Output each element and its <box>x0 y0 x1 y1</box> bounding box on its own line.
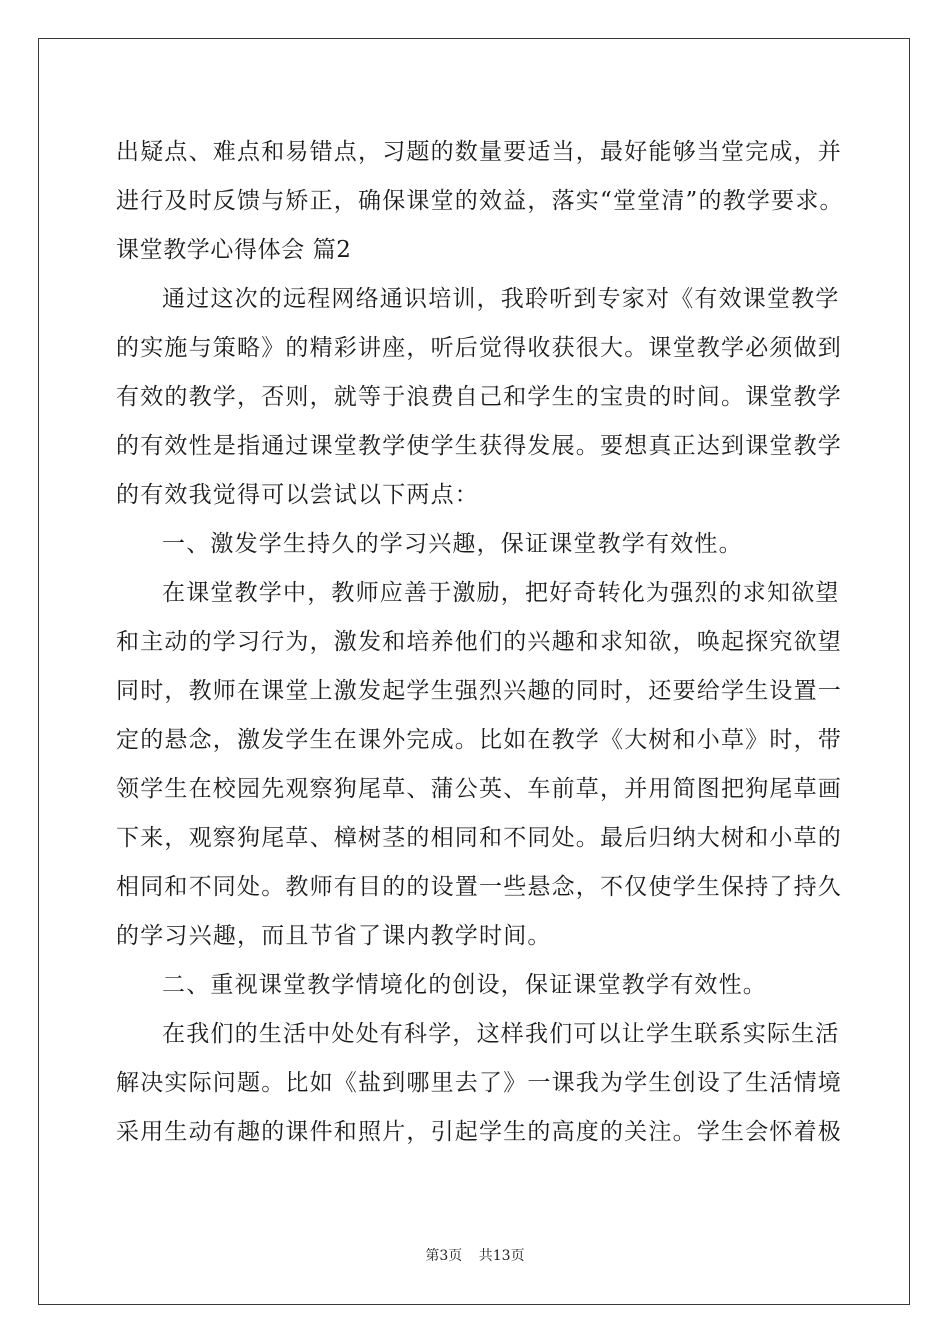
current-page-label: 第3页 <box>425 1248 463 1264</box>
text-line: 出疑点、难点和易错点，习题的数量要适当，最好能够当堂完成，并 <box>116 139 842 165</box>
text-line: 的有效性是指通过课堂教学使学生获得发展。要想真正达到课堂教学 <box>116 433 842 459</box>
text-line: 的有效我觉得可以尝试以下两点： <box>116 482 479 508</box>
text-line: 同时，教师在课堂上激发起学生强烈兴趣的同时，还要给学生设置一 <box>116 678 842 704</box>
text-line: 在课堂教学中，教师应善于激励，把好奇转化为强烈的求知欲望 <box>162 580 840 606</box>
text-line: 的学习兴趣，而且节省了课内教学时间。 <box>116 923 552 949</box>
text-line: 定的悬念，激发学生在课外完成。比如在教学《大树和小草》时，带 <box>116 727 842 753</box>
text-line: 领学生在校园先观察狗尾草、蒲公英、车前草，并用简图把狗尾草画 <box>116 776 842 802</box>
text-line: 和主动的学习行为，激发和培养他们的兴趣和求知欲，唤起探究欲望 <box>116 629 842 655</box>
text-line: 一、激发学生持久的学习兴趣，保证课堂教学有效性。 <box>162 531 743 557</box>
page-footer <box>0 1245 950 1265</box>
text-line: 解决实际问题。比如《盐到哪里去了》一课我为学生创设了生活情境 <box>116 1070 842 1096</box>
text-line: 下来，观察狗尾草、樟树茎的相同和不同处。最后归纳大树和小草的 <box>116 825 842 851</box>
section-heading: 课堂教学心得体会 篇2 <box>116 237 352 263</box>
total-pages-label: 共13页 <box>478 1248 525 1264</box>
document-body <box>116 128 844 1157</box>
text-line: 二、重视课堂教学情境化的创设，保证课堂教学有效性。 <box>162 972 767 998</box>
text-line: 的实施与策略》的精彩讲座，听后觉得收获很大。课堂教学必须做到 <box>116 335 842 361</box>
text-line: 有效的教学，否则，就等于浪费自己和学生的宝贵的时间。课堂教学 <box>116 384 842 410</box>
text-line: 相同和不同处。教师有目的的设置一些悬念，不仅使学生保持了持久 <box>116 874 842 900</box>
text-line: 通过这次的远程网络通识培训，我聆听到专家对《有效课堂教学 <box>162 286 840 312</box>
text-line: 进行及时反馈与矫正，确保课堂的效益，落实“堂堂清”的教学要求。 <box>116 188 844 214</box>
text-line: 在我们的生活中处处有科学，这样我们可以让学生联系实际生活 <box>162 1021 840 1047</box>
text-line: 采用生动有趣的课件和照片，引起学生的高度的关注。学生会怀着极 <box>116 1119 842 1145</box>
